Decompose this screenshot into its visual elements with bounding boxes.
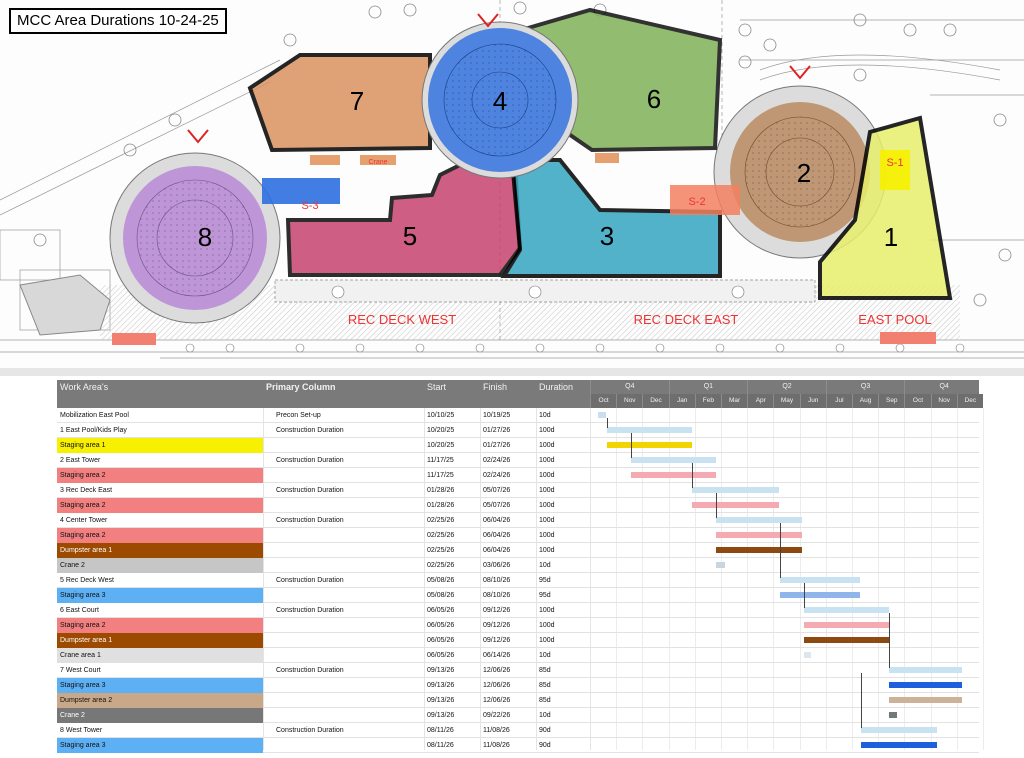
label-crane: Crane: [368, 159, 388, 166]
table-row[interactable]: [57, 498, 979, 513]
gantt-bar[interactable]: [716, 547, 802, 553]
gantt-table: [57, 380, 979, 750]
gantt-bar[interactable]: [631, 472, 716, 478]
finish-cell: 05/07/26: [483, 487, 511, 494]
start-cell: 06/05/26: [427, 652, 455, 659]
duration-cell: 10d: [539, 652, 551, 659]
duration-cell: 100d: [539, 442, 555, 449]
primary-cell: Construction Duration: [276, 487, 344, 494]
duration-cell: 10d: [539, 712, 551, 719]
work-area-cell: Staging area 3: [57, 738, 263, 753]
header-primary-column: Primary Column: [266, 382, 336, 392]
finish-cell: 06/04/26: [483, 547, 511, 554]
work-area-cell: Crane 2: [57, 708, 263, 723]
table-row[interactable]: [57, 438, 979, 453]
dependency-connector: [716, 493, 717, 518]
plan-title: MCC Area Durations 10-24-25: [9, 8, 227, 34]
start-cell: 02/25/26: [427, 532, 455, 539]
month-feb: Feb: [695, 394, 721, 408]
table-row[interactable]: [57, 693, 979, 708]
gantt-bar[interactable]: [607, 442, 692, 448]
primary-cell: Construction Duration: [276, 607, 344, 614]
dependency-connector: [607, 418, 608, 428]
primary-cell: [276, 633, 426, 648]
zone-number-8: 8: [197, 222, 213, 252]
primary-cell: [276, 678, 426, 693]
month-jun: Jun: [800, 394, 826, 408]
work-area-cell: Staging area 1: [57, 438, 263, 453]
duration-cell: 100d: [539, 637, 555, 644]
section-divider: [0, 368, 1024, 376]
duration-cell: 100d: [539, 532, 555, 539]
gantt-bar[interactable]: [804, 652, 812, 658]
work-area-cell: 1 East Pool/Kids Play: [60, 427, 127, 434]
dependency-connector: [889, 613, 890, 668]
dependency-connector: [780, 523, 781, 578]
work-area-cell: Dumpster area 1: [57, 633, 263, 648]
primary-cell: [276, 708, 426, 723]
finish-cell: 05/07/26: [483, 502, 511, 509]
start-cell: 06/05/26: [427, 622, 455, 629]
work-area-cell: Staging area 2: [57, 618, 263, 633]
finish-cell: 08/10/26: [483, 592, 511, 599]
start-cell: 05/08/26: [427, 577, 455, 584]
gantt-bar[interactable]: [861, 727, 937, 733]
table-row[interactable]: [57, 453, 979, 468]
gantt-header: [57, 380, 979, 408]
finish-cell: 06/14/26: [483, 652, 511, 659]
month-dec: Dec: [642, 394, 668, 408]
finish-cell: 03/06/26: [483, 562, 511, 569]
duration-cell: 85d: [539, 682, 551, 689]
work-area-cell: Mobilization East Pool: [60, 412, 129, 419]
table-row[interactable]: [57, 708, 979, 723]
duration-cell: 100d: [539, 547, 555, 554]
start-cell: 06/05/26: [427, 637, 455, 644]
start-cell: 09/13/26: [427, 697, 455, 704]
gantt-bar[interactable]: [804, 622, 889, 628]
dependency-connector: [804, 583, 805, 608]
table-row[interactable]: [57, 723, 979, 738]
table-row[interactable]: [57, 468, 979, 483]
work-area-cell: Staging area 2: [57, 528, 263, 543]
work-area-cell: Crane area 1: [57, 648, 263, 663]
table-row[interactable]: [57, 483, 979, 498]
primary-cell: Construction Duration: [276, 427, 344, 434]
gantt-bar[interactable]: [889, 712, 897, 718]
gantt-bar[interactable]: [607, 427, 692, 433]
duration-cell: 10d: [539, 562, 551, 569]
work-area-cell: Staging area 2: [57, 498, 263, 513]
gantt-bar[interactable]: [692, 502, 778, 508]
start-cell: 01/28/26: [427, 502, 455, 509]
dependency-connector: [861, 673, 862, 728]
month-oct: Oct: [904, 394, 930, 408]
month-mar: Mar: [721, 394, 747, 408]
primary-cell: Construction Duration: [276, 667, 344, 674]
finish-cell: 09/12/26: [483, 607, 511, 614]
start-cell: 08/11/26: [427, 742, 454, 749]
primary-cell: [276, 693, 426, 708]
table-row[interactable]: [57, 678, 979, 693]
quarter-q4: Q4: [590, 380, 669, 394]
label-rec-deck-east: REC DECK EAST: [633, 312, 739, 327]
primary-cell: [276, 543, 426, 558]
primary-cell: [276, 438, 426, 453]
dependency-connector: [692, 463, 693, 488]
finish-cell: 02/24/26: [483, 457, 511, 464]
start-cell: 09/13/26: [427, 712, 455, 719]
header-start: Start: [427, 382, 447, 392]
zone-number-7: 7: [349, 86, 365, 116]
primary-cell: Precon Set-up: [276, 412, 321, 419]
duration-cell: 95d: [539, 592, 551, 599]
duration-cell: 100d: [539, 487, 555, 494]
start-cell: 01/28/26: [427, 487, 455, 494]
start-cell: 10/20/25: [427, 427, 455, 434]
label-s2: S-2: [688, 196, 706, 208]
dependency-connector: [631, 433, 632, 458]
gantt-bar[interactable]: [716, 562, 725, 568]
primary-cell: [276, 528, 426, 543]
primary-cell: Construction Duration: [276, 517, 344, 524]
primary-cell: [276, 558, 426, 573]
table-row[interactable]: [57, 408, 979, 423]
duration-cell: 100d: [539, 472, 555, 479]
gantt-bar[interactable]: [780, 577, 860, 583]
quarter-q4: Q4: [904, 380, 983, 394]
work-area-cell: Dumpster area 1: [57, 543, 263, 558]
work-area-cell: 4 Center Tower: [60, 517, 108, 524]
month-jul: Jul: [826, 394, 852, 408]
header-finish: Finish: [483, 382, 508, 392]
gantt-bar[interactable]: [631, 457, 716, 463]
finish-cell: 02/24/26: [483, 472, 511, 479]
primary-cell: [276, 468, 426, 483]
work-area-cell: 7 West Court: [60, 667, 101, 674]
start-cell: 11/17/25: [427, 457, 454, 464]
gantt-bar[interactable]: [804, 607, 889, 613]
work-area-cell: 3 Rec Deck East: [60, 487, 113, 494]
month-may: May: [773, 394, 799, 408]
start-cell: 02/25/26: [427, 517, 455, 524]
primary-cell: [276, 648, 426, 663]
primary-cell: Construction Duration: [276, 727, 344, 734]
table-row[interactable]: [57, 738, 979, 753]
work-area-cell: 2 East Tower: [60, 457, 101, 464]
primary-cell: [276, 498, 426, 513]
table-row[interactable]: [57, 528, 979, 543]
finish-cell: 06/04/26: [483, 532, 511, 539]
duration-cell: 100d: [539, 607, 555, 614]
primary-cell: Construction Duration: [276, 577, 344, 584]
start-cell: 06/05/26: [427, 607, 455, 614]
start-cell: 08/11/26: [427, 727, 454, 734]
header-work-area: Work Area's: [60, 382, 109, 392]
duration-cell: 100d: [539, 502, 555, 509]
finish-cell: 01/27/26: [483, 427, 511, 434]
finish-cell: 09/12/26: [483, 622, 511, 629]
table-row[interactable]: [57, 648, 979, 663]
zone-number-4: 4: [492, 86, 508, 116]
start-cell: 05/08/26: [427, 592, 455, 599]
table-row[interactable]: [57, 543, 979, 558]
work-area-cell: 6 East Court: [60, 607, 99, 614]
primary-cell: [276, 588, 426, 603]
gantt-bar[interactable]: [861, 742, 937, 748]
start-cell: 02/25/26: [427, 562, 455, 569]
zone-number-6: 6: [646, 84, 662, 114]
label-east-pool: EAST POOL: [858, 312, 932, 327]
duration-cell: 95d: [539, 577, 551, 584]
finish-cell: 10/19/25: [483, 412, 511, 419]
month-oct: Oct: [590, 394, 616, 408]
gantt-bar[interactable]: [804, 637, 889, 643]
label-rec-deck-west: REC DECK WEST: [347, 312, 457, 327]
month-jan: Jan: [669, 394, 695, 408]
table-row[interactable]: [57, 663, 979, 678]
quarter-q2: Q2: [747, 380, 826, 394]
finish-cell: 11/08/26: [483, 727, 510, 734]
start-cell: 10/20/25: [427, 442, 455, 449]
primary-cell: [276, 618, 426, 633]
start-cell: 02/25/26: [427, 547, 455, 554]
duration-cell: 90d: [539, 727, 551, 734]
table-row[interactable]: [57, 513, 979, 528]
finish-cell: 08/10/26: [483, 577, 511, 584]
gantt-bar[interactable]: [780, 592, 860, 598]
finish-cell: 09/12/26: [483, 637, 511, 644]
gantt-bar[interactable]: [889, 667, 962, 673]
duration-cell: 85d: [539, 667, 551, 674]
work-area-cell: 8 West Tower: [60, 727, 103, 734]
start-cell: 10/10/25: [427, 412, 455, 419]
finish-cell: 01/27/26: [483, 442, 511, 449]
work-area-cell: 5 Rec Deck West: [60, 577, 114, 584]
zone-number-5: 5: [402, 221, 418, 251]
header-duration: Duration: [539, 382, 574, 392]
table-row[interactable]: [57, 423, 979, 438]
zone-number-1: 1: [883, 222, 899, 252]
duration-cell: 85d: [539, 697, 551, 704]
zone-number-3: 3: [599, 221, 615, 251]
finish-cell: 12/06/26: [483, 682, 511, 689]
gantt-bar[interactable]: [889, 697, 962, 703]
zone-number-2: 2: [796, 158, 812, 188]
month-dec: Dec: [957, 394, 983, 408]
gantt-bar[interactable]: [716, 532, 802, 538]
month-aug: Aug: [852, 394, 878, 408]
label-s3: S-3: [301, 200, 319, 212]
site-plan-drawing: [0, 0, 1024, 370]
work-area-cell: Staging area 3: [57, 678, 263, 693]
start-cell: 11/17/25: [427, 472, 454, 479]
work-area-cell: Crane 2: [57, 558, 263, 573]
gantt-bar[interactable]: [889, 682, 962, 688]
work-area-cell: Staging area 2: [57, 468, 263, 483]
month-sep: Sep: [878, 394, 904, 408]
gantt-bar[interactable]: [716, 517, 802, 523]
month-apr: Apr: [747, 394, 773, 408]
month-gridline: [983, 408, 984, 750]
primary-cell: Construction Duration: [276, 457, 344, 464]
quarter-q1: Q1: [669, 380, 748, 394]
duration-cell: 90d: [539, 742, 551, 749]
start-cell: 09/13/26: [427, 667, 455, 674]
duration-cell: 100d: [539, 427, 555, 434]
duration-cell: 100d: [539, 517, 555, 524]
finish-cell: 09/22/26: [483, 712, 511, 719]
duration-cell: 100d: [539, 622, 555, 629]
label-s1: S-1: [886, 157, 904, 169]
quarter-q3: Q3: [826, 380, 905, 394]
finish-cell: 06/04/26: [483, 517, 511, 524]
duration-cell: 10d: [539, 412, 551, 419]
work-area-cell: Dumpster area 2: [57, 693, 263, 708]
table-row[interactable]: [57, 558, 979, 573]
finish-cell: 12/06/26: [483, 667, 511, 674]
finish-cell: 11/08/26: [483, 742, 510, 749]
start-cell: 09/13/26: [427, 682, 455, 689]
gantt-bar[interactable]: [598, 412, 606, 418]
work-area-cell: Staging area 3: [57, 588, 263, 603]
month-nov: Nov: [931, 394, 957, 408]
month-nov: Nov: [616, 394, 642, 408]
finish-cell: 12/06/26: [483, 697, 511, 704]
primary-cell: [276, 738, 426, 753]
gantt-bar[interactable]: [692, 487, 778, 493]
duration-cell: 100d: [539, 457, 555, 464]
site-plan: [0, 0, 1024, 370]
